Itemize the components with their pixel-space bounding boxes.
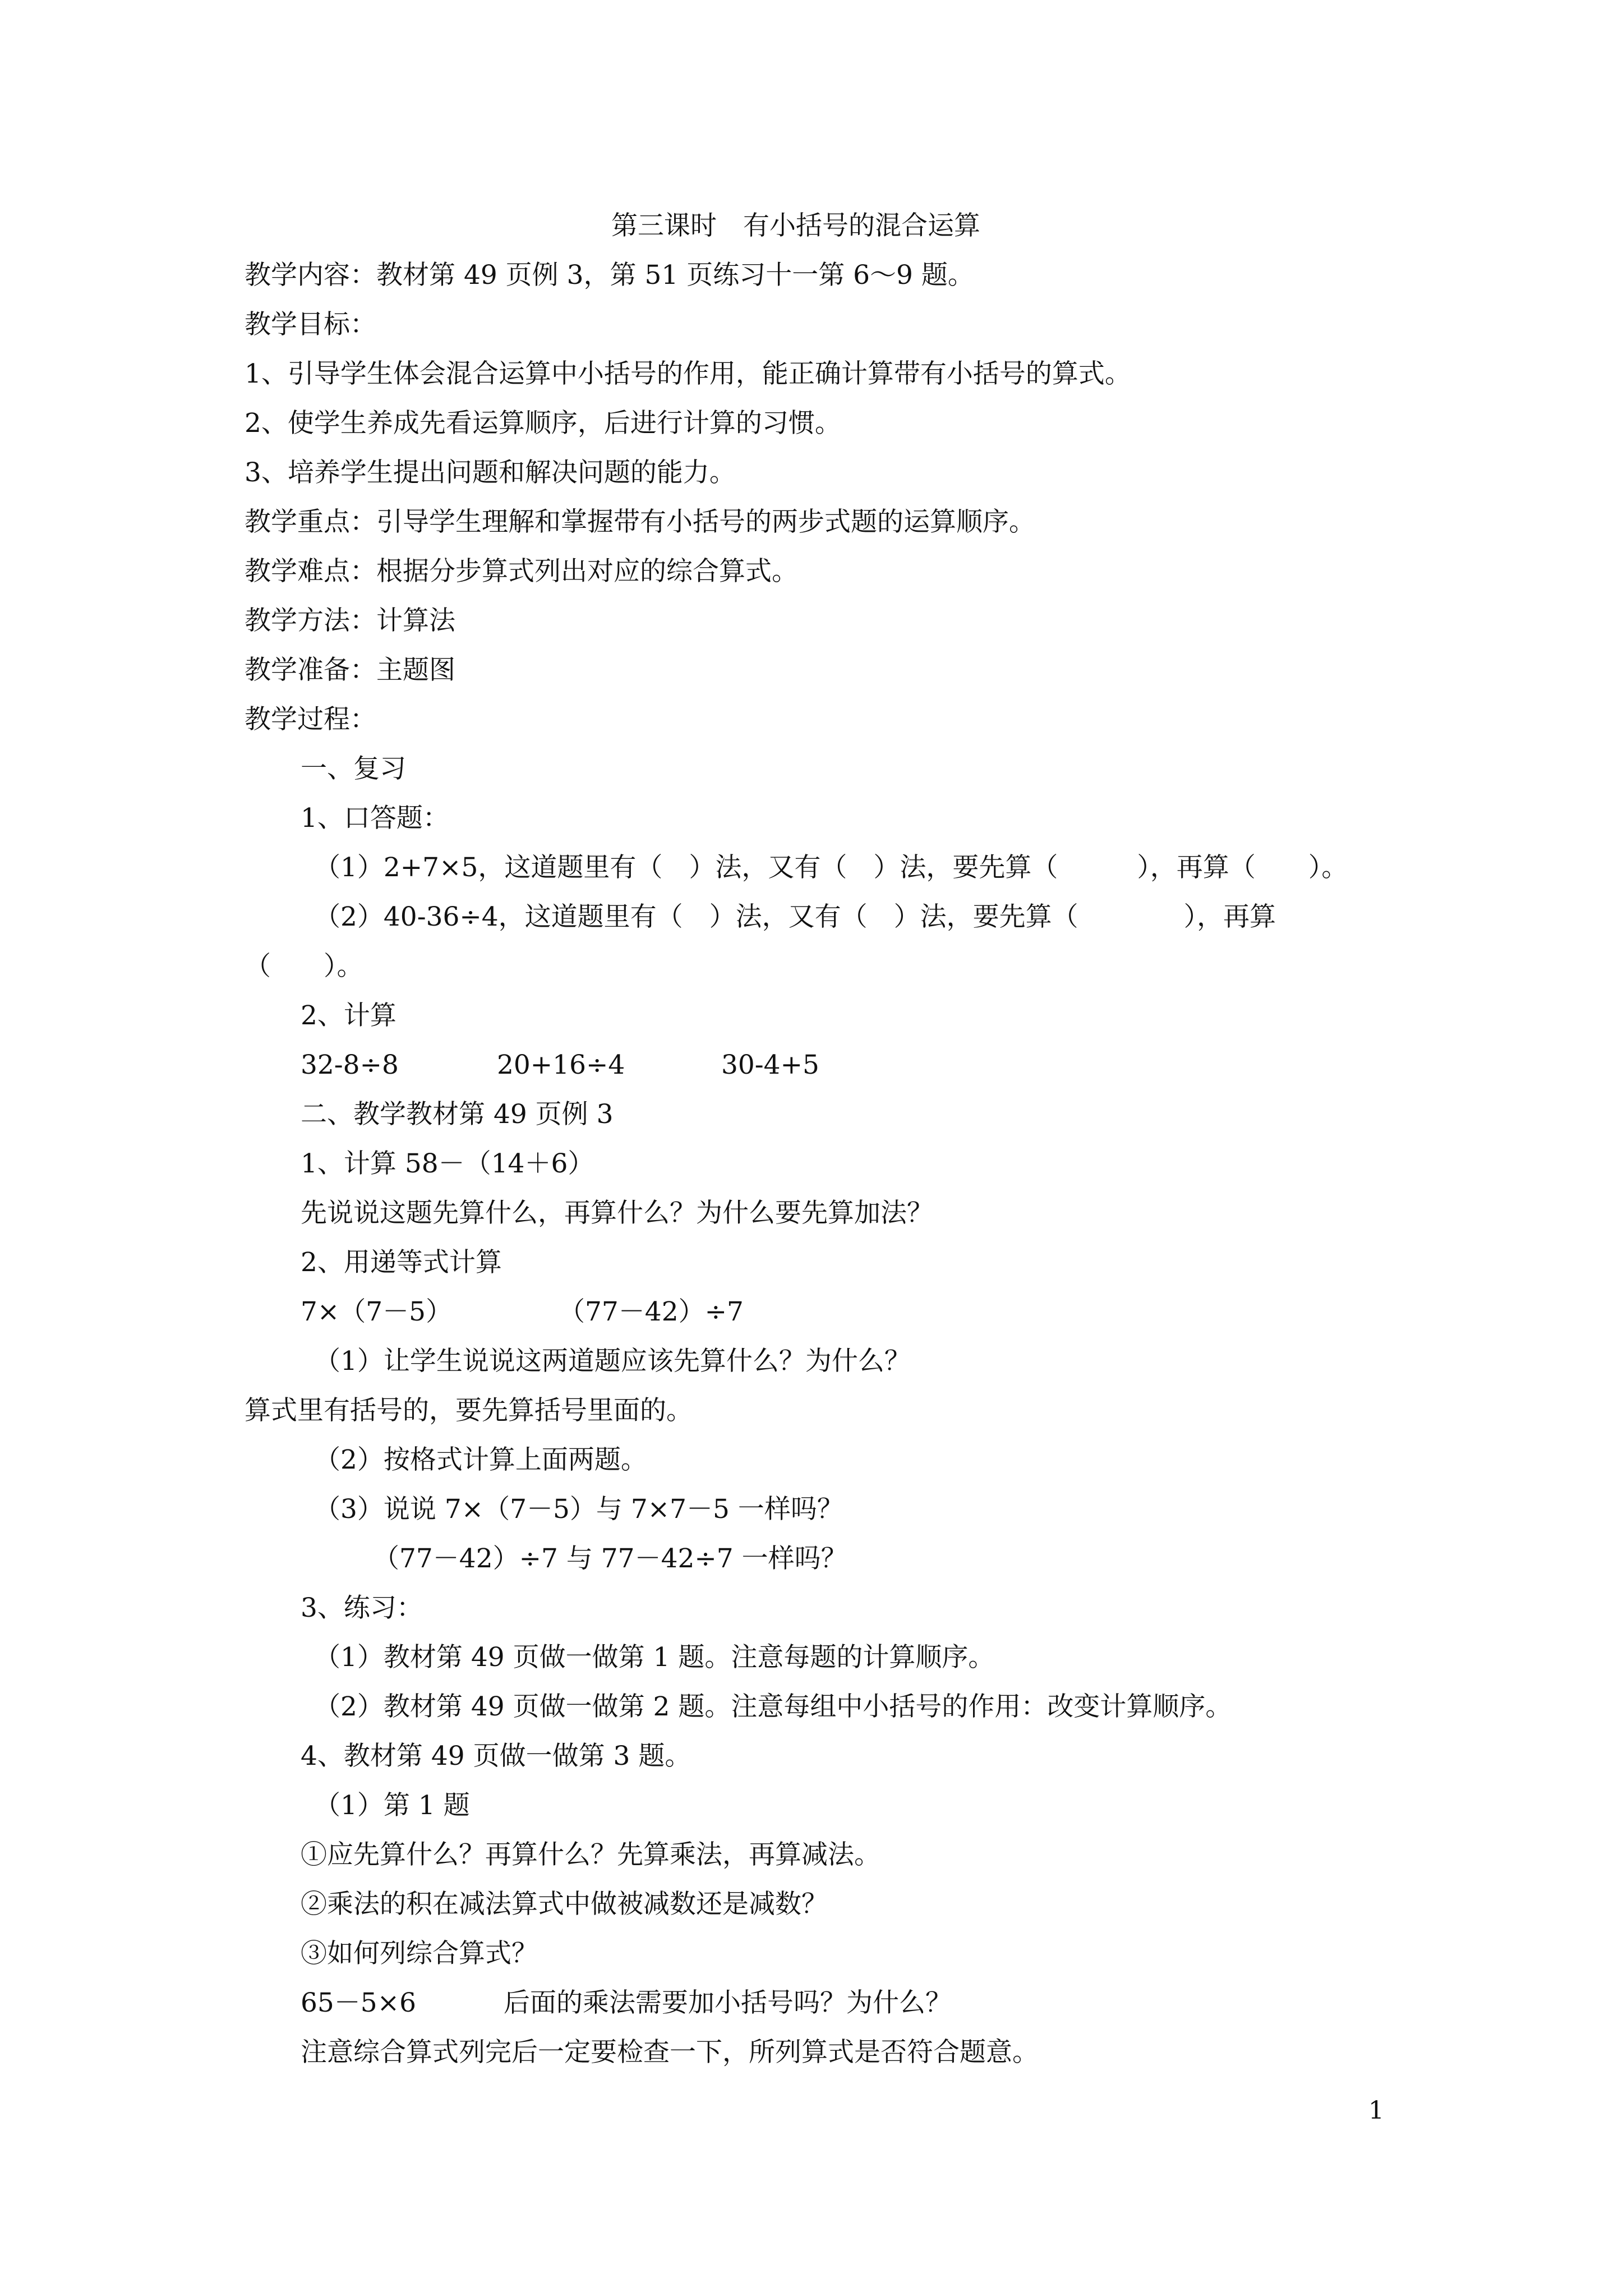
step-2-answer: 算式里有括号的，要先算括号里面的。 (245, 1395, 693, 1426)
step-3-item-2: （2）教材第 49 页做一做第 2 题。注意每组中小括号的作用：改变计算顺序。 (314, 1691, 1232, 1722)
expression-item: （77－42）÷7 (559, 1296, 744, 1327)
calculation-items (301, 1048, 819, 1082)
calculation-heading: 2、计算 (301, 1000, 396, 1031)
teaching-goal-1: 1、引导学生体会混合运算中小括号的作用，能正确计算带有小括号的算式。 (245, 358, 1131, 389)
calculation-item: 20+16÷4 (497, 1050, 625, 1080)
oral-questions-heading: 1、口答题： (301, 803, 449, 834)
step-1-question: 先说说这题先算什么，再算什么？为什么要先算加法？ (301, 1198, 933, 1228)
teaching-difficulty: 教学难点：根据分步算式列出对应的综合算式。 (245, 556, 798, 587)
step-4-question-3: ③如何列综合算式？ (301, 1938, 538, 1969)
teaching-heading: 二、教学教材第 49 页例 3 (301, 1099, 614, 1130)
step-4-formula-note: 后面的乘法需要加小括号吗？为什么？ (504, 1987, 952, 2018)
step-3-item-1: （1）教材第 49 页做一做第 1 题。注意每题的计算顺序。 (314, 1642, 995, 1673)
step-4-question-2: ②乘法的积在减法算式中做被减数还是减数？ (301, 1889, 828, 1920)
page-title: 第三课时 有小括号的混合运算 (611, 210, 980, 241)
teaching-method: 教学方法：计算法 (245, 605, 455, 636)
step-4-question-1: ①应先算什么？再算什么？先算乘法，再算减法。 (301, 1839, 880, 1870)
oral-question-2-continued: （ ）。 (245, 951, 363, 982)
oral-question-2: （2）40-36÷4，这道题里有（ ）法，又有（ ）法，要先算（ ），再算 (314, 901, 1276, 932)
teaching-process-label: 教学过程： (245, 704, 376, 735)
step-2-question-1: （1）让学生说说这两道题应该先算什么？为什么？ (314, 1346, 911, 1377)
step-2-question-3: （3）说说 7×（7－5）与 7×7－5 一样吗？ (314, 1494, 843, 1525)
teaching-key-point: 教学重点：引导学生理解和掌握带有小括号的两步式题的运算顺序。 (245, 507, 1035, 537)
teaching-content: 教学内容：教材第 49 页例 3，第 51 页练习十一第 6～9 题。 (245, 260, 974, 291)
step-4-formula: 65－5×6 (301, 1987, 416, 2018)
step-2: 2、用递等式计算 (301, 1247, 502, 1278)
step-2-items (301, 1295, 744, 1329)
teaching-preparation: 教学准备：主题图 (245, 655, 455, 685)
page-number: 1 (1368, 2096, 1384, 2125)
oral-question-1: （1）2+7×5，这道题里有（ ）法，又有（ ）法，要先算（ ），再算（ ）。 (314, 852, 1348, 883)
teaching-goal-2: 2、使学生养成先看运算顺序，后进行计算的习惯。 (245, 408, 841, 439)
step-4-note: 注意综合算式列完后一定要检查一下，所列算式是否符合题意。 (301, 2037, 1039, 2068)
teaching-goals-label: 教学目标： (245, 309, 376, 340)
calculation-item: 32-8÷8 (301, 1050, 399, 1080)
review-heading: 一、复习 (301, 753, 406, 784)
step-2-question-3b: （77－42）÷7 与 77－42÷7 一样吗？ (373, 1543, 847, 1574)
step-1: 1、计算 58－（14＋6） (301, 1148, 594, 1179)
step-3: 3、练习： (301, 1593, 423, 1623)
step-4-subheading: （1）第 1 题 (314, 1790, 470, 1821)
calculation-item: 30-4+5 (721, 1050, 819, 1080)
step-2-question-2: （2）按格式计算上面两题。 (314, 1444, 647, 1475)
step-4-formula-line (301, 1986, 952, 2020)
step-4: 4、教材第 49 页做一做第 3 题。 (301, 1741, 691, 1772)
expression-item: 7×（7－5） (301, 1296, 453, 1327)
teaching-goal-3: 3、培养学生提出问题和解决问题的能力。 (245, 457, 736, 488)
